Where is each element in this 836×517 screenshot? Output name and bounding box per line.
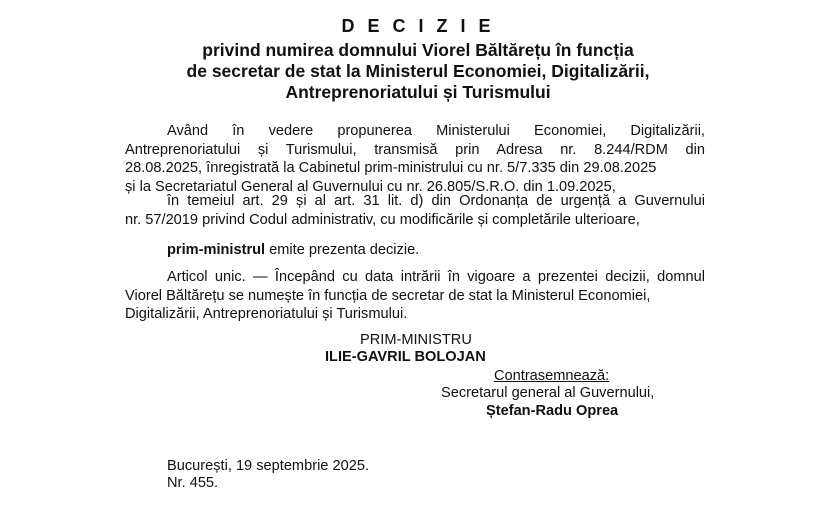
paragraph-line: 28.08.2025, înregistrată la Cabinetul prim-ministrului cu nr. 5/7.335 din 29.08.2025 [125, 160, 657, 177]
prime-minister-name: ILIE-GAVRIL BOLOJAN [325, 349, 486, 365]
paragraph-issuance [125, 241, 705, 260]
paragraph-line: în temeiul art. 29 și al art. 31 lit. d) din Ordonanța de urgență a Guvernului [167, 193, 705, 209]
paragraph-line: și la Secretariatul General al Guvernului cu nr. 26.805/S.R.O. din 1.09.2025, [125, 178, 616, 195]
issuance-line [125, 241, 705, 260]
subheading-line: privind numirea domnului Viorel Băltărețu în funcția [202, 40, 634, 60]
issuance-text: emite prezenta decizie. [265, 242, 420, 258]
countersign-name: Ștefan-Radu Oprea [486, 403, 619, 419]
article-line: Articol unic. — Începând cu data intrării în vigoare a prezentei decizii, domnul [167, 269, 705, 285]
prime-minister-title: PRIM-MINISTRU [360, 332, 472, 348]
article-line: Viorel Băltărețu se numește în funcția de secretar de stat la Ministerul Economiei, [125, 287, 651, 304]
document-heading: D E C I Z I E [341, 16, 495, 36]
paragraph-line: Având în vedere propunerea Ministerului Economiei, Digitalizării, [167, 123, 705, 139]
document-subheading [0, 40, 836, 103]
subheading-line: Antreprenoriatului și Turismului [285, 82, 551, 102]
article-unique [125, 268, 705, 324]
issuer-label: prim-ministrul [167, 242, 266, 258]
decision-number: Nr. 455. [167, 475, 219, 491]
subheading-line: de secretar de stat la Ministerul Economiei, Digitalizării, [186, 61, 650, 81]
article-line: Digitalizării, Antreprenoriatului și Turismului. [125, 306, 408, 323]
place-and-date: București, 19 septembrie 2025. [167, 458, 369, 474]
countersign-role: Secretarul general al Guvernului, [441, 385, 655, 401]
countersign-label: Contrasemnează: [494, 368, 610, 384]
paragraph-line: nr. 57/2019 privind Codul administrativ, cu modificările și completările ulterioare, [125, 211, 640, 228]
paragraph-line: Antreprenoriatului și Turismului, transmisă prin Adresa nr. 8.244/RDM din [125, 141, 705, 158]
paragraph-legal-basis [125, 192, 705, 229]
paragraph-considering [125, 122, 705, 196]
